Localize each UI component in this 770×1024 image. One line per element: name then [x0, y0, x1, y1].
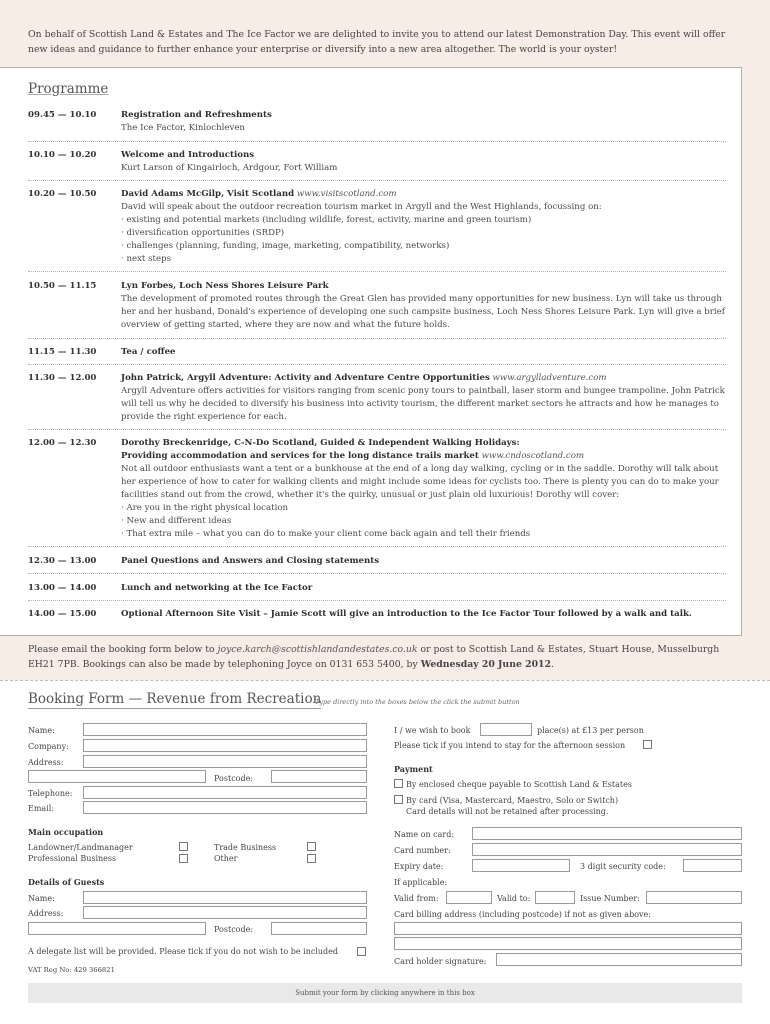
programme-item-url[interactable]: www.visitscotland.com	[296, 189, 397, 199]
programme-time: 10.50 — 11.15	[28, 281, 97, 291]
guest-address-field-1[interactable]	[83, 906, 367, 919]
occupation-professional-label: Professional Business	[28, 854, 117, 863]
valid-from-label: Valid from:	[394, 894, 439, 903]
programme-row	[28, 372, 726, 430]
submit-button[interactable]: Submit your form by clicking anywhere in this box	[28, 983, 742, 1003]
name-on-card-label: Name on card:	[394, 830, 455, 839]
delegate-optout-checkbox[interactable]	[357, 947, 366, 956]
programme-row	[28, 149, 726, 181]
guest-name-label: Name:	[28, 894, 55, 903]
address-label: Address:	[28, 758, 64, 767]
programme-item-title: Optional Afternoon Site Visit – Jamie Scott will give an introduction to the Ice Factor Tour followed by a walk and talk.	[121, 609, 692, 619]
programme-row	[28, 188, 726, 272]
programme-row	[28, 608, 726, 627]
afternoon-session-checkbox[interactable]	[643, 740, 652, 749]
guest-name-field[interactable]	[83, 891, 367, 904]
programme-row	[28, 437, 726, 547]
programme-item-title: Lunch and networking at the Ice Factor	[121, 583, 313, 593]
occupation-other-label: Other	[214, 854, 238, 863]
booking-form	[0, 680, 770, 1024]
booking-email-link[interactable]: joyce.karch@scottishlandandestates.co.uk	[217, 644, 418, 655]
programme-item-line: · next steps	[121, 254, 171, 264]
valid-from-field[interactable]	[446, 891, 492, 904]
programme-item-url[interactable]: www.cndoscotland.com	[481, 451, 585, 461]
payment-cheque-label: By enclosed cheque payable to Scottish Land & Estates	[406, 780, 632, 789]
guest-postcode-field[interactable]	[271, 922, 367, 935]
email-field[interactable]	[83, 801, 367, 814]
occupation-landowner-label: Landowner/Landmanager	[28, 843, 133, 852]
places-price-label: place(s) at £13 per person	[537, 726, 644, 735]
programme-item-title: Tea / coffee	[121, 347, 176, 357]
afternoon-session-label: Please tick if you intend to stay for the afternoon session	[394, 741, 626, 750]
main-occupation-heading: Main occupation	[28, 827, 104, 837]
name-on-card-field[interactable]	[472, 827, 742, 840]
booking-deadline: Wednesday 20 June 2012	[420, 659, 551, 670]
company-field[interactable]	[83, 739, 367, 752]
programme-item-line: · New and different ideas	[121, 516, 232, 526]
security-code-field[interactable]	[683, 859, 742, 872]
payment-card-checkbox[interactable]	[394, 795, 403, 804]
programme-item-line: Not all outdoor enthusiasts want a tent or a bunkhouse at the end of a long day walking, cycling or in the saddle. Dorothy will talk about her experience of how to cater for walking clients and might include some ideas for cyclists too. There is plenty you can do to make your facilities stand out from the crowd, whether it's the quirky, unusual or just plain old luxurious! Dorothy will cover:	[121, 464, 719, 500]
guest-postcode-label: Postcode:	[214, 925, 254, 934]
programme-item-url[interactable]: www.argylladventure.com	[492, 373, 607, 383]
programme-time: 10.10 — 10.20	[28, 150, 97, 160]
programme-time: 12.30 — 13.00	[28, 556, 97, 566]
valid-to-label: Valid to:	[497, 894, 531, 903]
programme-item-line: The Ice Factor, Kinlochleven	[121, 123, 245, 133]
billing-address-label: Card billing address (including postcode) if not as given above:	[394, 910, 651, 919]
programme-row	[28, 109, 726, 142]
email-label: Email:	[28, 804, 55, 813]
billing-address-field-1[interactable]	[394, 922, 742, 935]
programme-time: 14.00 — 15.00	[28, 609, 97, 619]
billing-address-field-2[interactable]	[394, 937, 742, 950]
payment-cheque-checkbox[interactable]	[394, 779, 403, 788]
booking-form-instructions: Type directly into the boxes below the click the submit button	[315, 698, 520, 706]
programme-panel	[0, 67, 742, 636]
programme-item-title: Panel Questions and Answers and Closing statements	[121, 556, 380, 566]
issue-number-label: Issue Number:	[580, 894, 640, 903]
programme-item-line: Kurt Larson of Kingairloch, Ardgour, Fort William	[121, 163, 338, 173]
wish-to-book-label: I / we wish to book	[394, 726, 471, 735]
card-number-label: Card number:	[394, 846, 451, 855]
programme-title: Programme	[28, 81, 109, 97]
card-number-field[interactable]	[472, 843, 742, 856]
programme-item-line: · challenges (planning, funding, image, marketing, compatibility, networks)	[121, 241, 450, 251]
programme-item-line: Argyll Adventure offers activities for visitors ranging from scenic pony tours to paintball, laser storm and bungee trampoline. John Patrick will tell us why he decided to diversify his business into activity tourism, the different market sectors he attracts and how he manages to provide the right experience for each.	[121, 386, 725, 422]
programme-item-line: · diversification opportunities (SRDP)	[121, 228, 285, 238]
guest-address-field-2[interactable]	[28, 922, 206, 935]
places-field[interactable]	[480, 723, 532, 736]
programme-time: 13.00 — 14.00	[28, 583, 97, 593]
programme-time: 09.45 — 10.10	[28, 110, 97, 120]
expiry-date-label: Expiry date:	[394, 862, 444, 871]
payment-card-label: By card (Visa, Mastercard, Maestro, Solo or Switch)	[406, 796, 619, 805]
company-label: Company:	[28, 742, 69, 751]
programme-time: 11.15 — 11.30	[28, 347, 97, 357]
name-field[interactable]	[83, 723, 367, 736]
programme-item-title: Lyn Forbes, Loch Ness Shores Leisure Park	[121, 281, 329, 291]
payment-heading: Payment	[394, 764, 433, 774]
details-of-guests-heading: Details of Guests	[28, 877, 105, 887]
intro-text: On behalf of Scottish Land & Estates and The Ice Factor we are delighted to invite you to attend our latest Demonstration Day. This event will offer new ideas and guidance to further enhance your enterprise or diversify into a new area altogether. The world is your oyster!	[28, 29, 726, 55]
telephone-field[interactable]	[83, 786, 367, 799]
telephone-label: Telephone:	[28, 789, 73, 798]
programme-time: 10.20 — 10.50	[28, 189, 97, 199]
programme-item-title: David Adams McGilp, Visit Scotland	[121, 189, 295, 199]
guest-address-label: Address:	[28, 909, 64, 918]
issue-number-field[interactable]	[646, 891, 742, 904]
expiry-date-field[interactable]	[472, 859, 570, 872]
booking-instructions: Please email the booking form below to joyce.karch@scottishlandandestates.co.uk or post to Scottish Land & Estates, Stuart House, Musselburgh EH21 7PB. Bookings can also be made by telephoning Joyce on 0131 653 5400, by Wednesday 20 June 2012.	[28, 644, 720, 670]
programme-item-line: · That extra mile – what you can do to make your client come back again and tell their friends	[121, 529, 531, 539]
programme-item-title: John Patrick, Argyll Adventure: Activity and Adventure Centre Opportunities	[121, 373, 490, 383]
valid-to-field[interactable]	[535, 891, 575, 904]
occupation-professional-checkbox[interactable]	[179, 854, 188, 863]
if-applicable-label: If applicable:	[394, 878, 448, 887]
programme-item-line: · existing and potential markets (including wildlife, forest, activity, marine and green tourism)	[121, 215, 532, 225]
address-field-1[interactable]	[83, 755, 367, 768]
security-code-label: 3 digit security code:	[580, 862, 666, 871]
address-field-2[interactable]	[28, 770, 206, 783]
programme-time: 12.00 — 12.30	[28, 438, 97, 448]
programme-time: 11.30 — 12.00	[28, 373, 97, 383]
postcode-label: Postcode:	[214, 774, 254, 783]
occupation-trade-checkbox[interactable]	[307, 842, 316, 851]
programme-item-title: Registration and Refreshments	[121, 110, 272, 120]
programme-row	[28, 346, 726, 365]
card-retention-note: Card details will not be retained after processing.	[406, 807, 609, 816]
programme-row	[28, 582, 726, 601]
vat-number: VAT Reg No: 429 366821	[28, 966, 115, 974]
programme-item-title: Dorothy Breckenridge, C-N-Do Scotland, Guided & Independent Walking Holidays:	[121, 438, 520, 448]
delegate-list-note: A delegate list will be provided. Please tick if you do not wish to be included	[28, 947, 339, 956]
occupation-landowner-checkbox[interactable]	[179, 842, 188, 851]
programme-item-title: Welcome and Introductions	[121, 150, 255, 160]
programme-row	[28, 280, 726, 339]
occupation-trade-label: Trade Business	[214, 843, 277, 852]
programme-row	[28, 555, 726, 574]
booking-form-title: Booking Form — Revenue from Recreation	[28, 691, 322, 707]
postcode-field[interactable]	[271, 770, 367, 783]
programme-item-subtitle: Providing accommodation and services for the long distance trails market	[121, 451, 479, 461]
occupation-other-checkbox[interactable]	[307, 854, 316, 863]
programme-item-line: David will speak about the outdoor recreation tourism market in Argyll and the West Highlands, focussing on:	[121, 202, 602, 212]
signature-field[interactable]	[496, 953, 742, 966]
signature-label: Card holder signature:	[394, 957, 487, 966]
programme-item-line: · Are you in the right physical location	[121, 503, 289, 513]
name-label: Name:	[28, 726, 55, 735]
programme-item-line: The development of promoted routes through the Great Glen has provided many opportunities for new business. Lyn will take us through her and her husband, Donald's experience of developing one such campsite business, Loch Ness Shores Leisure Park. Lyn will give a brief overview of getting started, where they are now and what the future holds.	[121, 294, 725, 330]
